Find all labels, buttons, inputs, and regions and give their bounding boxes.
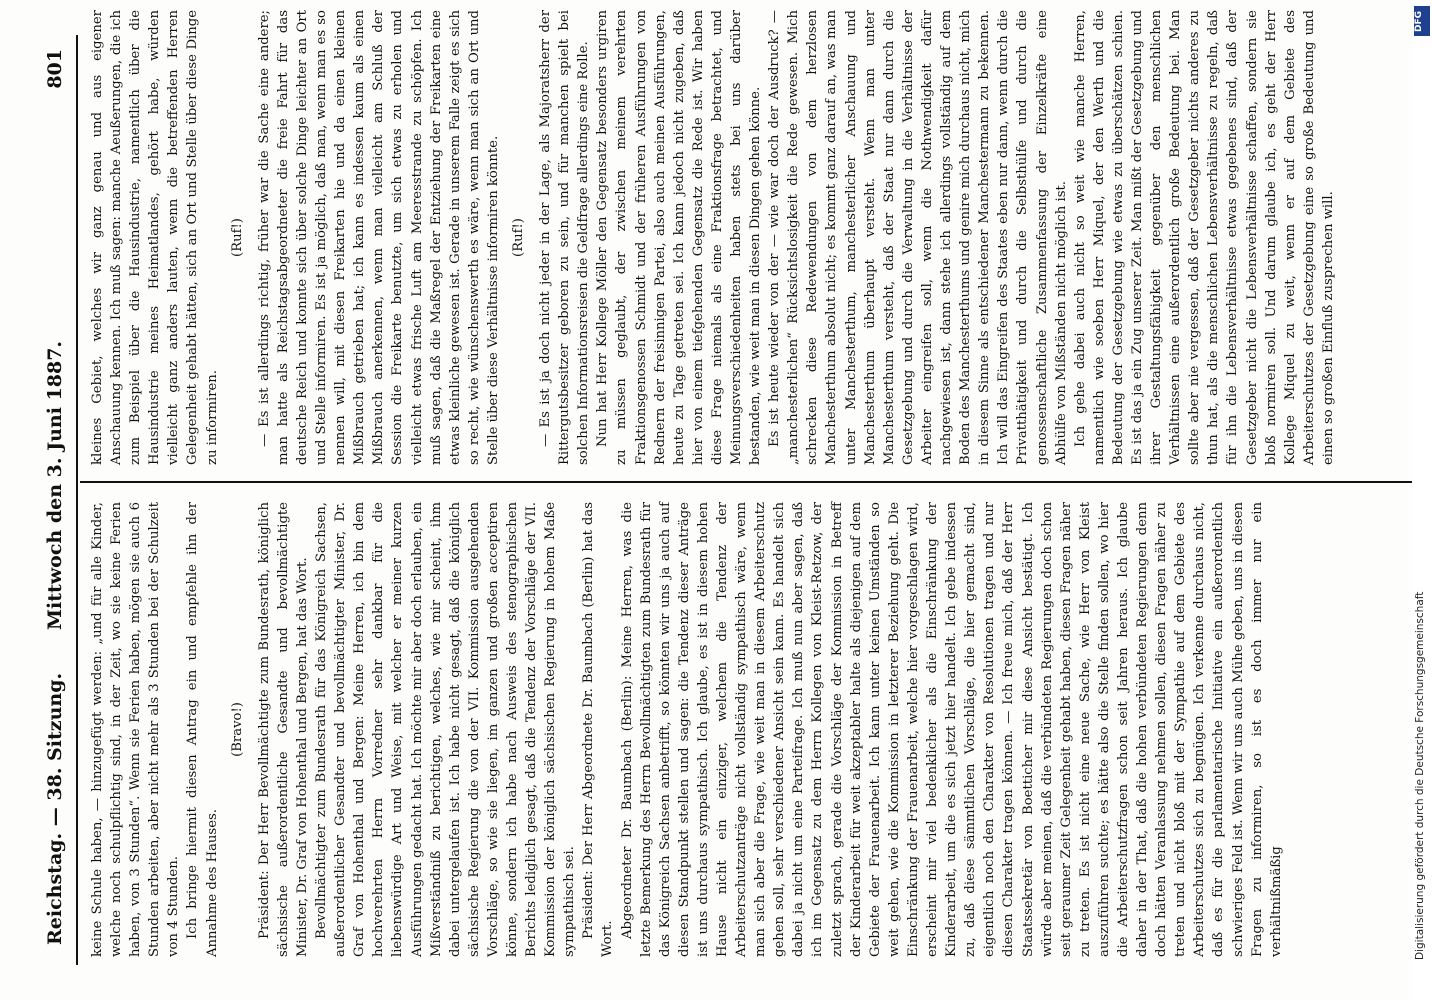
page-number: 801 xyxy=(44,49,66,89)
right-column-paragraph: Es ist heute wieder von der — wie war doch der Ausdruck? — „manchesterlichen“ Rücksichtslosigkeit die Rede gewesen. Mich schrecken diese Redewendungen von dem herzlosen Manchesterthum absolut nicht; es kommt ganz darauf an, was man unter Manchesterthum, manchesterlicher Anschauung und Manchesterthum überhaupt versteht. Wenn man unter Manchesterthum versteht, daß der Staat nur dann durch die Gesetzgebung und durch die Verwaltung in die Verhältnisse der Arbeiter eingreifen soll, wenn die Nothwendigkeit dafür nachgewiesen ist, dann stehe ich allerdings vollständig auf dem Boden des Manchesterthums und genire mich durchaus nicht, mich in diesem Sinne als entschiedener Manchestermann zu bekennen. Ich will das Eingreifen des Staates eben nur dann, wenn durch die Privatthätigkeit und durch die Selbsthülfe und durch die genossenschaftliche Zusammenfassung der Einzelkräfte eine Abhülfe von Mißständen nicht möglich ist. xyxy=(767,10,1069,465)
left-column-paragraph: keine Schule haben, — hinzugefügt werden: „und für alle Kinder, welche noch schulpflichtig sind, in der Zeit, wo sie keine Ferien haben, von 3 Stunden“. Wenn sie Ferien haben, mögen sie auch 6 Stunden arbeiten, aber nicht mehr als 3 Stunden bei der Schulzeit von 4 Stunden. xyxy=(90,502,182,957)
right-column-paragraph: Ich gehe dabei auch nicht so weit wie manche Herren, namentlich wie soeben Herr Miquel, der den Werth und die Bedeutung der Gesetzgebung wie etwas zu überschätzen schien. Es ist das ja ein Zug unserer Zeit. Man mißt der Gesetzgebung und ihrer Gestaltungsfähigkeit gegenüber den menschlichen Verhältnissen eine außerordentlich große Bedeutung bei. Man sollte aber nie vergessen, daß der Gesetzgeber nichts anderes zu thun hat, als die menschlichen Lebensverhältnisse zu regeln, daß für ihn die Lebensverhältnisse etwas gegebenes sind, daß der Gesetzgeber nicht die Lebensverhältnisse schaffen, sondern sie bloß normiren soll. Und darum glaube ich, es geht der Herr Kollege Miquel zu weit, wenn er auf dem Gebiete des Arbeiterschutzes der Gesetzgebung eine so große Bedeutung und einen so großen Einfluß zusprechen will. xyxy=(1072,10,1336,465)
right-column-paragraph: (Ruf!) xyxy=(510,218,526,257)
digitization-sidebar xyxy=(1412,0,1432,1000)
dfg-logo xyxy=(1414,6,1430,36)
left-column-paragraph: Präsident: Der Herr Bevollmächtigte zum Bundesrath, königlich sächsische außerordentliche Gesandte und bevollmächtigte Minister, Dr. Graf von Hohenthal und Bergen, hat das Wort. xyxy=(256,502,310,957)
left-column xyxy=(88,502,1286,957)
right-column-paragraph: Nun hat Herr Kollege Möller den Gegensatz besonders urgiren zu müssen geglaubt, der zwischen meinem verehrten Fraktionsgenossen Schmidt und der früheren Ausführungen von Rednern der freisinnigen Partei, also auch meinen Ausführungen, heute zu Tage getreten sei. Ich kann jedoch nicht zugeben, daß hier von einem tiefgehenden Gegensatz die Rede ist. Wir haben diese Frage niemals als eine Fraktionsfrage betrachtet, und Meinungsverschiedenheiten haben stets bei uns darüber bestanden, wie weit man in diesen Dingen gehen könne. xyxy=(595,10,764,465)
left-column-paragraph: Abgeordneter Dr. Baumbach (Berlin): Meine Herren, was die letzte Bemerkung des Herrn Bevollmächtigten zum Bundesrath für das Königreich Sachsen anbetrifft, so könnten wir uns ja auch auf diesen Standpunkt stellen und sagen: die Tendenz dieser Anträge ist uns durchaus sympathisch. Ich glaube, es ist in diesem hohen Hause nicht ein einziger, welchem die Tendenz der Arbeiterschutzanträge nicht vollständig sympathisch wäre, wenn man sich aber die Frage, wie weit man in diesem Arbeiterschutz gehen soll, sehr verschiedener Ansicht sein kann. Es handelt sich dabei ja nicht um eine Parteifrage. Ich muß nun aber sagen, daß ich im Gegensatz zu dem Herrn Kollegen von Kleist-Retzow, der zuletzt sprach, gerade die Vorschläge der Kommission in Betreff der Kinderarbeit für weit akzeptabler halte als diejenigen auf dem Gebiete der Frauenarbeit. Ich kann unter keinen Umständen so weit gehen, wie die Kommission in letzterer Beziehung geht. Die Einschränkung der Frauenarbeit, welche hier vorgeschlagen wird, erscheint mir viel bedenklicher als die Einschränkung der Kinderarbeit, um die es sich jetzt hier handelt. Ich gebe indessen zu, daß diese sämmtlichen Vorschläge, die hier gemacht sind, eigentlich noch den Charakter von Resolutionen tragen und nur diesen Charakter tragen können. — Ich freue mich, daß der Herr Staatssekretär von Boetticher mir diese Ansicht bestätigt. Ich würde aber meinen, daß die verbündeten Regierungen doch schon seit geraumer Zeit Gelegenheit gehabt haben, diesen Fragen näher zu treten. Es ist nicht eine neue Sache, wie Herr von Kleist auszuführen suchte; es hätte also die Stelle finden sollen, wo hier die Arbeiterschutzfragen schon seit Jahren heraus. Ich glaube daher in der That, daß die hohen verbündeten Regierungen denn doch hätten Veranlassung nehmen sollen, diesen Fragen näher zu treten und nicht bloß mit der Sympathie auf dem Gebiete des Arbeiterschutzes sich zu begnügen. Ich verkenne durchaus nicht, daß es für die parlamentarische Initiative ein außerordentlich schwieriges Feld ist. Wenn wir uns auch Mühe geben, uns in diesen Fragen zu informiren, so ist es doch immer nur ein verhältnißmäßig xyxy=(619,502,1284,957)
header-rule xyxy=(76,35,78,965)
right-column-paragraph: (Ruf!) xyxy=(229,218,245,257)
dfg-credit: Digitalisierung gefördert durch die Deutsche Forschungsgemeinschaft xyxy=(1414,591,1426,960)
column-divider xyxy=(80,481,1432,483)
header-center: Mittwoch den 3. Juni 1887. xyxy=(44,340,66,630)
right-column-paragraph: kleines Gebiet, welches wir ganz genau und aus eigener Anschauung kennen. Ich muß sagen: manche Aeußerungen, die ich zum Beispiel über die Hausindustrie, namentlich über die Hausindustrie meines Heimatlandes, gehört habe, würden vielleicht ganz anders lauten, wenn die betreffenden Herren Gelegenheit gehabt hätten, sich an Ort und Stelle über diese Dinge zu informiren. xyxy=(90,10,220,465)
left-column-paragraph: Präsident: Der Herr Abgeordnete Dr. Baumbach (Berlin) hat das Wort. xyxy=(581,502,616,957)
rotated-page xyxy=(40,10,1400,965)
header-left: Reichstag. — 38. Sitzung. xyxy=(44,672,66,945)
running-header xyxy=(40,35,76,965)
left-column-paragraph: Bevollmächtigter zum Bundesrath für das Königreich Sachsen, außerordentlicher Gesandter und bevollmächtigter Minister, Dr. Graf von Hohenthal und Bergen: Meine Herren, ich bin dem hochverehrten Herrn Vorredner sehr dankbar für die liebenswürdige Art und Weise, mit welcher er meiner kurzen Ausführungen gedacht hat. Ich möchte mir aber doch erlauben, ein Mißverständniß zu berichtigen, welches, wie mir scheint, ihm dabei untergelaufen ist. Ich habe nicht gesagt, daß die königlich sächsische Regierung die von der VII. Kommission ausgehenden Vorschläge, so wie sie liegen, im ganzen und großen acceptiren könne, sondern ich habe nach Ausweis des stenographischen Berichts lediglich gesagt, daß die Tendenz der Vorschläge der VII. Kommission der königlich sächsischen Regierung in hohem Maße sympathisch sei. xyxy=(314,502,578,957)
dfg-logo-text: DFG xyxy=(1414,10,1424,32)
left-column-paragraph: (Bravo!) xyxy=(229,702,245,757)
right-column-paragraph: — Es ist ja doch nicht jeder in der Lage, als Majoratsherr der Rittergutsbesitzer geboren zu sein, und für manchen spielt bei solchen Informationsreisen die Geldfrage allerdings eine Rolle. xyxy=(538,10,592,465)
right-column xyxy=(88,10,1338,465)
right-column-paragraph: — Es ist allerdings richtig, früher war die Sache eine andere; man hatte als Reichstagsabgeordneter die freie Fahrt für das deutsche Reich und konnte sich über solche Dinge leichter an Ort und Stelle informiren. Es ist ja möglich, daß man, wenn man es so nennen will, mit diesen Freikarten hie und da einen kleinen Mißbrauch getrieben hat; ich kann es indessen kaum als einen Mißbrauch anerkennen, wenn man vielleicht am Schluß der Session die Freikarte benutzte, um sich etwas zu erholen und vielleicht etwas frische Luft am Meeresstrande zu schöpfen. Ich muß sagen, daß die Maßregel der Entziehung der Freikarten eine etwas kleinliche gewesen ist. Gerade in unserem Falle zeigt es sich so recht, wie wünschenswerth es wäre, wenn man sich an Ort und Stelle über diese Verhältnisse informiren könnte. xyxy=(256,10,501,465)
left-column-paragraph: Ich bringe hiermit diesen Antrag ein und empfehle ihn der Annahme des Hauses. xyxy=(185,502,220,957)
